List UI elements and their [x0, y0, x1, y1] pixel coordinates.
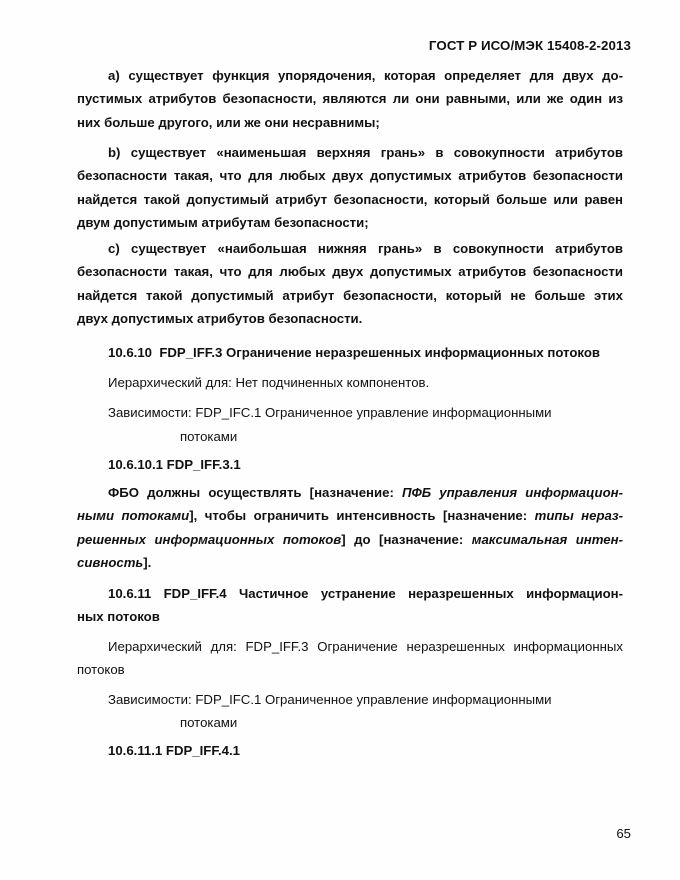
component-code: FDP_IFF.3	[159, 345, 223, 360]
statement-line-2: ными потоками], чтобы ограничить интенсивность [назначение: типы нераз-	[77, 508, 623, 524]
item-b-line-4: двум допустимым атрибутам безопасности;	[77, 215, 369, 231]
item-b	[77, 141, 623, 235]
hierarchy-line-2: потоков	[77, 662, 125, 678]
page-number: 65	[616, 826, 631, 841]
item-c-line-3: найдется такой допустимый атрибут безопасности, который не больше этих	[77, 287, 623, 303]
item-b-line-3: найдется такой допустимый атрибут безопасности, который больше или равен	[77, 191, 623, 207]
item-a-line-2: пустимых атрибутов безопасности, являются ли они равными, или же один из	[77, 91, 623, 107]
dependencies-line: Зависимости: FDP_IFC.1 Ограниченное управление информационными	[108, 692, 552, 707]
item-c-line-4: двух допустимых атрибутов безопасности.	[77, 311, 363, 327]
dependencies-line: Зависимости: FDP_IFC.1 Ограниченное управление информационными	[108, 405, 552, 420]
element-heading-10-6-10-1: 10.6.10.1 FDP_IFF.3.1	[108, 457, 241, 472]
section-title: Ограничение неразрешенных информационных потоков	[226, 345, 600, 360]
item-b-line-1: b) существует «наименьшая верхняя грань» в совокупности атрибутов	[108, 145, 623, 160]
item-c-line-2: безопасности такая, что для любых двух допустимых атрибутов безопасности	[77, 264, 623, 280]
standard-header: ГОСТ Р ИСО/МЭК 15408-2-2013	[428, 38, 631, 53]
dependencies-continuation: потоками	[180, 429, 238, 444]
hierarchy-line-1: Иерархический для: FDP_IFF.3 Ограничение неразрешенных информационных	[108, 639, 623, 654]
item-a-line-3: них больше другого, или же они несравнимы;	[77, 114, 380, 130]
hierarchy-paragraph	[77, 635, 623, 682]
item-a-line-1: а) существует функция упорядочения, которая определяет для двух до-	[108, 68, 623, 83]
statement-line-4: сивность].	[77, 555, 152, 571]
statement-line-3: решенных информационных потоков] до [назначение: максимальная интен-	[77, 531, 623, 547]
statement-line-1: ФБО должны осуществлять [назначение: ПФБ управления информацион-	[108, 485, 623, 500]
item-a	[77, 64, 623, 134]
section-heading-10-6-10	[108, 341, 640, 364]
section-number: 10.6.10	[108, 345, 152, 360]
item-b-line-2: безопасности такая, что для любых двух допустимых атрибутов безопасности	[77, 168, 623, 184]
section-heading-line-2: ных потоков	[77, 609, 160, 625]
element-heading-10-6-11-1: 10.6.11.1 FDP_IFF.4.1	[108, 743, 240, 758]
item-c-line-1: с) существует «наибольшая нижняя грань» в совокупности атрибутов	[108, 241, 623, 256]
element-statement	[77, 481, 623, 575]
dependencies-continuation: потоками	[180, 715, 238, 730]
item-c	[77, 237, 623, 331]
section-heading-line-1: 10.6.11 FDP_IFF.4 Частичное устранение неразрешенных информацион-	[108, 586, 623, 601]
hierarchy-line: Иерархический для: Нет подчиненных компонентов.	[108, 375, 430, 390]
section-heading-10-6-11	[77, 582, 623, 629]
